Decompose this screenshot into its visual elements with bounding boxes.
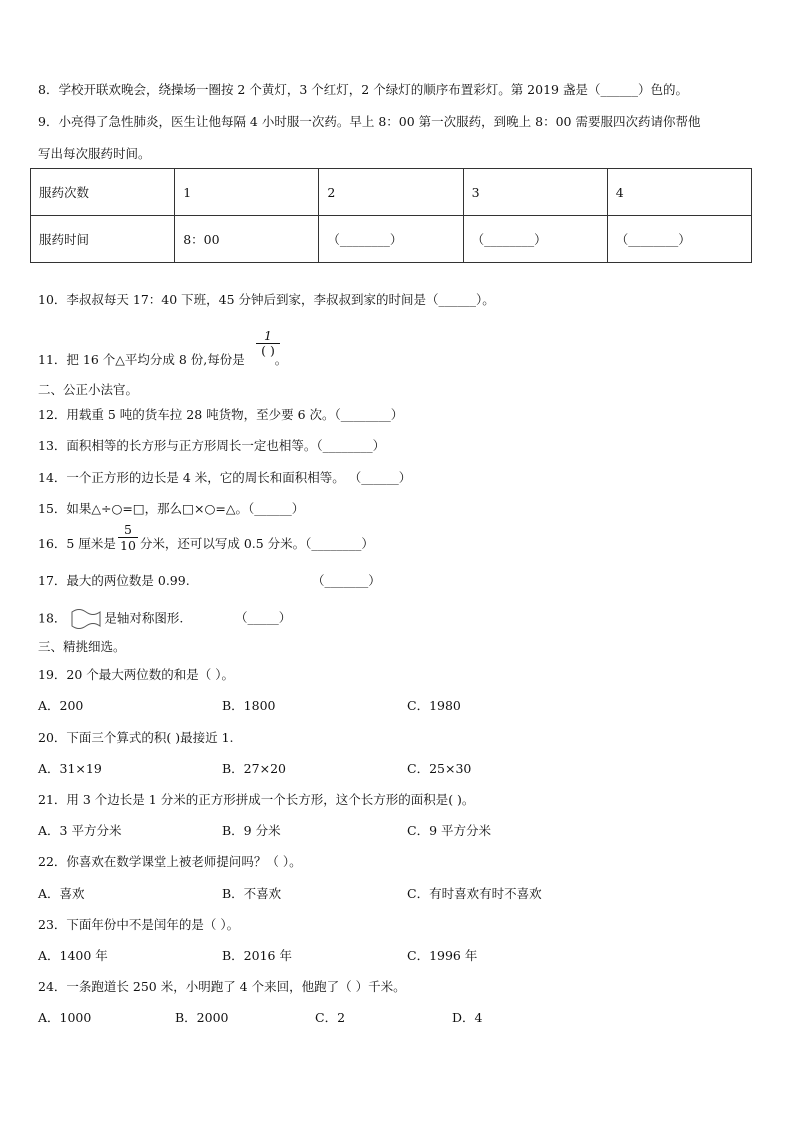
q23-option-b: B．2016 年 [222,948,292,963]
q23-option-c: C．1996 年 [407,948,478,963]
q21-option-c: C．9 平方分米 [407,823,491,838]
q19-option-c: C．1980 [407,698,461,713]
q20-option-c: C．25×30 [407,761,472,776]
q15: 15．如果△÷○=□，那么□×○=△。（______） [38,501,305,516]
table-cell: （________） [319,216,463,263]
fraction-denominator: ( ) [261,343,275,358]
q22: 22．你喜欢在数学课堂上被老师提问吗？（ ）。 [38,854,302,869]
q13: 13．面积相等的长方形与正方形周长一定也相等。（________） [38,438,386,453]
table-cell: （________） [607,216,751,263]
table-cell: 2 [319,169,463,216]
fraction-numerator: 1 [264,328,272,343]
section-3-heading: 三、精挑细选。 [38,639,126,654]
q9-line1: 9．小亮得了急性肺炎，医生让他每隔 4 小时服一次药。早上 8：00 第一次服药，到晚上 8：00 需要服四次药请你帮他 [38,114,701,129]
q18-blank: （_____） [235,610,292,625]
q19-option-a: A．200 [38,698,84,713]
q18-prefix: 18． [38,610,67,626]
q20-option-b: B．27×20 [222,761,286,776]
q14: 14．一个正方形的边长是 4 米，它的周长和面积相等。 （______） [38,470,412,485]
q18 [38,608,183,630]
q20: 20．下面三个算式的积( )最接近 1. [38,730,234,745]
q11-suffix: 。 [274,352,288,367]
q21: 21．用 3 个边长是 1 分米的正方形拼成一个长方形，这个长方形的面积是( )。 [38,792,475,807]
table-cell: （________） [463,216,607,263]
q17-blank: （_______） [312,573,381,588]
q9-line2: 写出每次服药时间。 [38,146,151,161]
q24-option-b: B．2000 [175,1010,229,1025]
q16-fraction [118,522,138,553]
table-cell: 服药时间 [31,216,175,263]
q10: 10．李叔叔每天 17：40 下班，45 分钟后到家，李叔叔到家的时间是（______）。 [38,292,495,307]
q24-option-d: D．4 [452,1010,483,1025]
q16-suffix: 分米，还可以写成 0.5 分米。（________） [139,536,374,551]
q23: 23．下面年份中不是闰年的是（ ）。 [38,917,240,932]
fraction-numerator: 5 [124,522,132,537]
q24: 24．一条跑道长 250 米，小明跑了 4 个来回，他跑了（ ）千米。 [38,979,406,994]
section-2-heading: 二、公正小法官。 [38,382,139,397]
q22-option-c: C．有时喜欢有时不喜欢 [407,886,542,901]
q24-option-a: A．1000 [38,1010,92,1025]
table-cell: 8：00 [175,216,319,263]
q19: 19．20 个最大两位数的和是（ ）。 [38,667,235,682]
q11-fraction [256,328,280,358]
q21-option-b: B．9 分米 [222,823,281,838]
q21-option-a: A．3 平方分米 [38,823,122,838]
q22-option-a: A．喜欢 [38,886,85,901]
q17: 17．最大的两位数是 0.99. [38,573,190,588]
fraction-denominator: 10 [120,538,136,553]
q12: 12．用载重 5 吨的货车拉 28 吨货物，至少要 6 次。（________） [38,407,404,422]
table-cell: 1 [175,169,319,216]
table-row [31,216,752,263]
table-cell: 4 [607,169,751,216]
q11 [38,352,287,368]
q18-suffix: 是轴对称图形. [104,610,184,626]
q11-prefix: 11．把 16 个△平均分成 8 份,每份是 [38,352,245,367]
q16-prefix: 16．5 厘米是 [38,536,116,551]
table-cell: 3 [463,169,607,216]
q23-option-a: A．1400 年 [38,948,108,963]
q24-option-c: C．2 [315,1010,346,1025]
wave-shape-icon [70,608,102,630]
q19-option-b: B．1800 [222,698,276,713]
table-cell: 服药次数 [31,169,175,216]
q8: 8．学校开联欢晚会，绕操场一圈按 2 个黄灯，3 个红灯，2 个绿灯的顺序布置彩灯。第 2019 盏是（______）色的。 [38,82,688,97]
q16 [38,536,374,552]
table-row [31,169,752,216]
q20-option-a: A．31×19 [38,761,102,776]
medication-table [30,168,752,263]
q22-option-b: B．不喜欢 [222,886,282,901]
